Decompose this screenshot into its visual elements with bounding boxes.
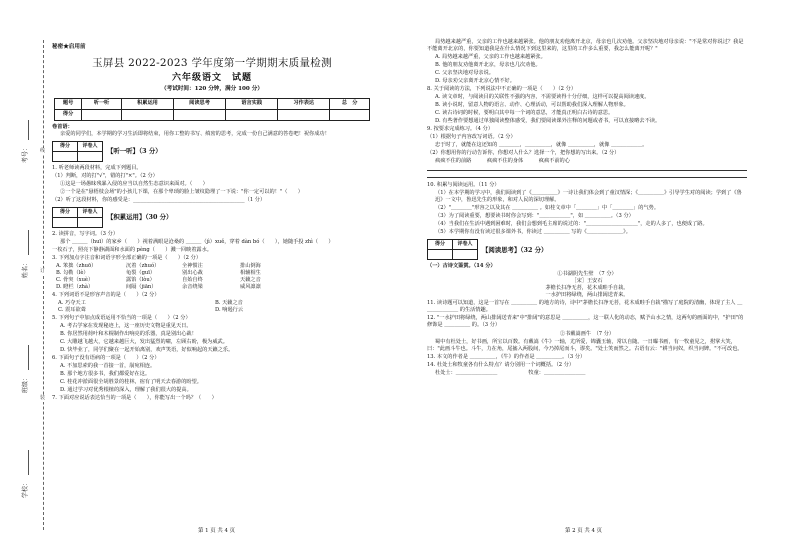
- question-14-answer-line: 杜处士：＿＿＿＿＿＿＿＿ 牧童：＿＿＿＿＿＿＿＿: [435, 369, 586, 376]
- grader-box: [52, 141, 103, 162]
- option: 沉着（zhuó）: [126, 263, 160, 270]
- question-9-part-1: （1）根据句子内容改写词语。（2 分）: [427, 134, 516, 141]
- score-cell[interactable]: [82, 109, 122, 120]
- classical-passage: 蜀中有杜处士，好书画，所宝以百数。有戴嵩《牛》一轴，尤所爱，锦囊玉轴，常以自随。一日曝书画，有一牧童见之，拊掌大笑，曰："此画斗牛也。斗牛，力在角，尾搐入两股间，今乃掉尾而斗，谬矣。"处士笑而然之。古语有云："耕当问奴，织当问婢。"不可改也。: [427, 338, 743, 352]
- question-9-part-2-options: 疯疯不住的前路 疯疯不住的身体 疯疯不前的心: [435, 158, 570, 165]
- question-1-part-1: （1）判断，对的打"√"，错的打"×"。（2 分）: [52, 172, 158, 179]
- option: A. 读文章时，与阅读目的关联性不强的内容，不需要读得十分仔细，这样可以提高阅读速度。: [435, 94, 650, 101]
- exam-subtitle: 六年级语文 试题: [171, 73, 252, 84]
- name-line: [28, 230, 29, 255]
- score-cell[interactable]: [174, 109, 226, 120]
- grader-score-label: 得分: [53, 141, 78, 151]
- section-reading-header: [427, 239, 747, 260]
- option: A. 局势越来越严重，父亲的工作也越来越紧张。: [435, 54, 546, 61]
- question-11: 11. 读诗题可以知道，这是一首写在 ＿＿＿＿＿ 的地方的诗，诗中"茅檐长扫净无苔，花木成畦手自栽"描写了庭院的清幽，体现了主人 ＿＿＿＿＿＿＿ 的生活情趣。: [427, 300, 743, 314]
- poem-author: ［宋］王安石: [571, 278, 603, 285]
- section-accumulate-title: 【积累运用】（30 分）: [107, 213, 173, 222]
- section-listen-title: 【听一听】（3 分）: [107, 147, 162, 156]
- option: 露馅（lòu）: [126, 277, 155, 284]
- question-9-part-1-line: 忠于时了，就能在这还知的 ＿＿＿＿，＿＿＿＿＿，就像 ＿＿＿＿＿，就像 ＿＿＿＿＿＿。: [435, 142, 648, 149]
- question-2-line-b: 一枚石子，照亮下静静湖面和水面的 pèng（ ）溅一回映着露水。: [52, 247, 212, 253]
- question-10-part-1: （1）在本学期的学习中，我们阅读到了《＿＿＿＿＿》一诗让我们体会到了童汉情深；《＿＿＿＿＿》引导学生对的阅读；学到了《鲁迅》一文中，鲁迅先生的形象，和对人民的深切理解。: [435, 190, 742, 204]
- grader-name-cell[interactable]: [453, 250, 478, 260]
- option: A. 笨拙（zhuō）: [56, 263, 97, 270]
- class-label: 班级：: [21, 375, 29, 394]
- question-1-part-2: （2）听了这段材料，你的感受是：___________________________________________（1 分）: [52, 196, 266, 203]
- option: B. 读小说时，留意人物的语言、动作、心理活动，可以帮助我们深入理解人物形象。: [435, 102, 629, 109]
- binding-mark-ding: 订: [40, 268, 46, 274]
- option: D. 母亲劝父亲离开北京心情不好。: [435, 78, 515, 85]
- score-header-cell: 阅读思考: [174, 98, 226, 109]
- score-header-cell: 语言实践: [226, 98, 278, 109]
- option: A. 巧夺天工: [58, 300, 86, 307]
- option: B. 天籁之音: [215, 300, 243, 307]
- grader-score-label: 得分: [428, 240, 453, 250]
- option: A. 不加思索的我一首接一首，崩宛相连。: [60, 363, 156, 370]
- option: B. 他的朋友劝他离开北京，母亲也几次劝他。: [435, 62, 541, 69]
- question-9-part-2: （2）你想用你的行动告诉你，你想对人什么？选择一个，把你想的写出来。（2 分）: [427, 150, 620, 157]
- binding-mark-zhuang: 装: [40, 395, 46, 401]
- answer-line: [427, 177, 747, 178]
- option: C. 震耳欲聋: [58, 307, 86, 314]
- option: C. 大雕越飞越大，它越来越巨大，发出猛烈的啸，左顾右盼，极为威武。: [60, 339, 228, 346]
- question-2-line-a: 那个 ＿＿＿（huī）的家乡（ ）视着满眼是沧桑的 ＿＿＿（jì）xuě，穿着 dàn bó（ ），她随手投 zhì（ ）: [60, 238, 334, 245]
- score-header-cell: 听一听: [82, 98, 122, 109]
- binding-dashed-line: [43, 40, 44, 530]
- option: B. 那个地方很多书，我们都爱好在这。: [60, 371, 151, 378]
- question-9: 9. 按要求完成练习。（4 分）: [427, 126, 494, 133]
- question-7: 7. 下面对应说话表达恰当的一项是（ ），你能写出一个吗？（ ）: [52, 395, 217, 402]
- grader-box: [427, 239, 478, 260]
- question-10-part-3: （3）为了阅读重要，想要读书时你会写到："＿＿＿＿＿＿"，如 ＿＿＿＿＿。（3 分）: [435, 213, 634, 220]
- question-3: 3. 下列加点字注音和词语字形全部正确的一项是（ ）（2 分）: [52, 255, 202, 262]
- option: 自始自终: [182, 277, 203, 284]
- grader-score-cell[interactable]: [53, 217, 78, 227]
- option: 余音绕梁: [182, 284, 203, 291]
- option: C. 骨突（xuè）: [56, 277, 94, 284]
- score-header-cell: 题号: [55, 98, 82, 109]
- section-listen-header: [52, 141, 372, 162]
- question-4-options-row-1: [52, 300, 372, 307]
- option: B. 你居然用荷叶和木棍制作出响亮的乐器，真是别出心裁！: [60, 331, 197, 338]
- question-14: 14. 杜处士和牧童各有什么特点？请分别用一个词概括。（2 分）: [427, 361, 575, 368]
- option: D. 通过学习对优秀根植的深入，理解了我们很大的提高。: [60, 387, 192, 394]
- section-accumulate-header: [52, 207, 372, 228]
- exam-number-label: 考号：: [21, 145, 29, 164]
- name-label: 姓名：: [21, 260, 29, 279]
- score-cell[interactable]: [330, 109, 370, 120]
- exam-info: （考试时间：120 分钟，满分 100 分）: [161, 86, 263, 93]
- question-2: 2. 读拼音，写字词。（3 分）: [52, 230, 119, 237]
- grader-name-cell[interactable]: [78, 151, 103, 161]
- binding-mark-xian: 线: [40, 148, 46, 154]
- grader-name-label: 评卷人: [78, 207, 103, 217]
- question-1-intro: 1. 听老师读两段材料，完成下列题目。: [52, 164, 142, 171]
- question-5: 5. 下列句子中加点成语运用不恰当的一项是（ ）（2 分）: [52, 315, 191, 322]
- page-one: [52, 38, 372, 403]
- section-reading-title: 【阅读思考】（32 分）: [482, 245, 548, 254]
- option: C. 读古诗词的时候，要明白其中每一个词的意思，才能真正明白古诗的意思。: [435, 110, 614, 117]
- grader-name-label: 评卷人: [453, 240, 478, 250]
- binding-margin: [0, 0, 52, 550]
- poem-title: ①书湖阴先生壁 （7 分）: [557, 271, 617, 278]
- exam-number-line: [28, 120, 29, 140]
- reading-part-1-title: （一）古诗文鉴赏。（14 分）: [427, 263, 496, 270]
- option: 相辅相生: [240, 270, 261, 277]
- option: B. 勾勒（lè）: [56, 270, 89, 277]
- option: D. 瞪栏（zhà）: [56, 284, 94, 291]
- score-cell[interactable]: [226, 109, 278, 120]
- question-10-part-4: （4）当我们在生活中遇到困难时，我们会想到毛主席的说过的："＿＿＿＿＿＿＿＿＿＿"，走的人多了，也便成了路。: [435, 221, 708, 228]
- option: 间隔（jiān）: [126, 284, 157, 291]
- option: D. 有些著作要想通过单独阅读整体感受，我们要阅读课外注释的问题或者书，可以直接略去不读。: [435, 118, 661, 125]
- passage-excerpt: 局势越来越严重，父亲的工作也越来越紧张。他的朋友劝他离开北京，母亲也几次劝他。父亲坚决地对母亲说："不是常对你说过？我是不能离开北京的，你要知道我是在什么情况下到这里来的，这里的工作多么重要，我怎么能离开呢？": [427, 39, 744, 53]
- grader-name-cell[interactable]: [78, 217, 103, 227]
- question-8: 8. 关于阅读的方法，下列说法中不正确的一项是（ ）（2 分）: [427, 86, 577, 93]
- option: 威风凛凛: [240, 284, 261, 291]
- grader-score-label: 得分: [53, 207, 78, 217]
- score-table-header-row: [55, 98, 370, 109]
- poem-2-title: ②书戴嵩画牛 （7 分）: [559, 330, 615, 337]
- question-4-options-row-2: [52, 307, 372, 314]
- option: 全神惯注: [182, 263, 203, 270]
- score-cell[interactable]: [121, 109, 173, 120]
- grader-score-cell[interactable]: [428, 250, 453, 260]
- option: 排山倒海: [240, 263, 261, 270]
- question-3-options: [52, 263, 372, 291]
- grader-name-label: 评卷人: [78, 141, 103, 151]
- question-10-part-5: （5）本学期你有没有读过很多课外书，你读过 ＿＿＿＿＿ 写的《＿＿＿＿＿＿＿》。: [435, 229, 631, 236]
- score-header-cell: 总 分: [330, 98, 370, 109]
- score-header-cell: 习作表达: [278, 98, 330, 109]
- notice-text: 亲爱的同学们，本学期的学习生活即将结束，用你工整的书写、缜密的思考，完成一份自己满意的答卷吧！祝你成功！: [60, 130, 330, 137]
- option: A. 考古学家在发现秘迹上，这一座历史文物是重见天日。: [60, 323, 192, 330]
- option: D. 响遏行云: [215, 307, 244, 314]
- class-line: [28, 345, 29, 370]
- score-table: [54, 98, 370, 121]
- question-4: 4. 下列词语不是形容声音的是（ ）（2 分）: [52, 292, 160, 299]
- question-13: 13. 本文的作者是 ＿＿＿＿＿，《牛》的作者是 ＿＿＿＿＿。（3 分）: [427, 353, 586, 360]
- answer-line: [427, 170, 747, 171]
- exam-title: 玉屏县 2022-2023 学年度第一学期期末质量检测: [92, 57, 332, 69]
- option: C. 桂花冲淤面很全胡胜景的桂林，宿有了明天去春游的盼望。: [60, 379, 202, 386]
- question-1-item-a: ①这是一场愚昧残暴入侵的应当以自然生态意识来面对。（ ）: [60, 180, 208, 187]
- poem-line-2: 一水护田将绿绕，两山排闼送青来。: [545, 292, 629, 299]
- grader-box: [52, 207, 103, 228]
- option: 别出心裁: [182, 270, 203, 277]
- notice-title: 卷首语：: [52, 123, 73, 130]
- option: D. 快毕业了，同学们聚在一起开始离别，欢声笑语，好似响起的天籁之乐。: [60, 347, 234, 354]
- option: 天籁之音: [240, 277, 261, 284]
- school-label: 学校：: [21, 480, 29, 499]
- question-10-part-2: （2）"＿＿＿＿"形容之以及其在 ＿＿＿＿＿ 。如桂文章中「＿＿＿＿」中「＿＿＿＿」的气势。: [435, 205, 660, 212]
- secret-label: 秘密★启用前: [52, 44, 86, 50]
- score-table-score-row: [55, 109, 370, 120]
- page-two-footer: 第 2 页 共 4 页: [565, 528, 602, 534]
- score-header-cell: 积累运用: [121, 98, 173, 109]
- poem-line-1: 茅檐长扫净无苔，花木成畦手自栽。: [545, 285, 629, 292]
- question-1-item-b: ②一个是在"悬梧枝会场"的小孩儿下课，在那个卑琐的脸上皱纹隐埋了一下说："你一定可以的！"（ ）: [60, 188, 303, 195]
- option: 龟裂（guī）: [126, 270, 156, 277]
- page-one-footer: 第 1 页 共 4 页: [198, 528, 235, 534]
- question-10: 10. 积累与阅读运用。（11 分）: [427, 182, 500, 189]
- score-row-label: 得分: [55, 109, 82, 120]
- score-cell[interactable]: [278, 109, 330, 120]
- school-line: [28, 450, 29, 475]
- question-6: 6. 下面句子没有语病的一项是（ ）（2 分）: [52, 355, 160, 362]
- grader-score-cell[interactable]: [53, 151, 78, 161]
- page-two: [427, 38, 747, 378]
- question-12: 12. "一水护田将绿绕，两山排闼送青来"中"排闼"的意思是 ＿＿＿＿＿，这一联人化的动态，赋予山水之情，这两句的画面的中，"护田"的修饰是 ＿＿＿＿＿ 的。（3 分）: [427, 315, 744, 329]
- option: C. 父亲坚决地对母亲说。: [435, 70, 494, 77]
